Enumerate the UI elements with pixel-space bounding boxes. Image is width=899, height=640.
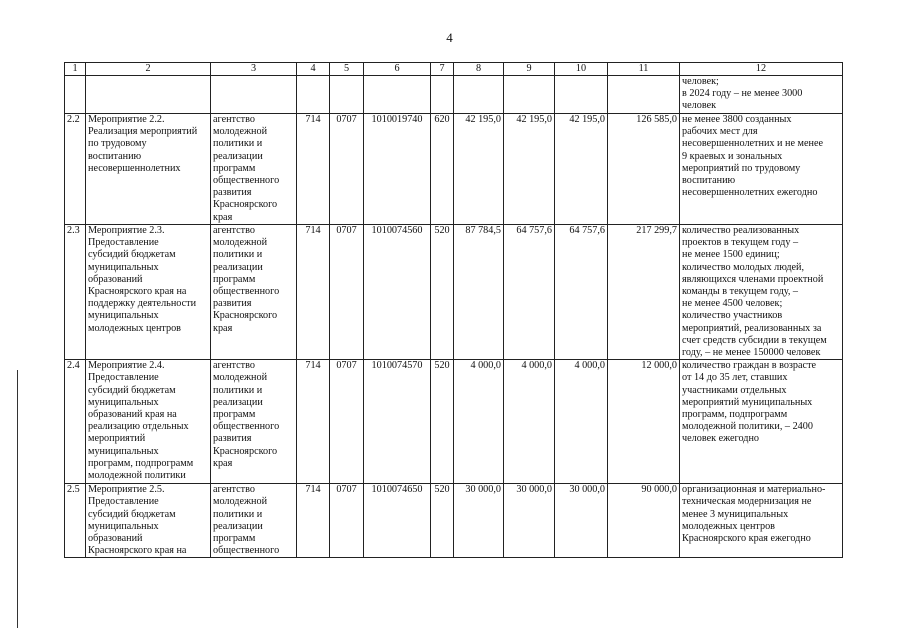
amount-year-2: 64 757,6 [504, 225, 555, 360]
amount-total [608, 76, 680, 114]
row-number: 2.2 [65, 114, 86, 225]
table-row [65, 360, 843, 484]
executor [211, 76, 297, 114]
amount-year-2: 42 195,0 [504, 114, 555, 225]
column-header: 9 [504, 63, 555, 76]
expected-result: организационная и материально- техническая модернизация не менее 3 муниципальных молодежных центров Красноярского края ежегодно [680, 484, 843, 558]
amount-year-3: 30 000,0 [555, 484, 608, 558]
amount-year-3: 42 195,0 [555, 114, 608, 225]
column-header: 7 [431, 63, 454, 76]
column-header: 8 [454, 63, 504, 76]
amount-year-1: 87 784,5 [454, 225, 504, 360]
row-number: 2.4 [65, 360, 86, 484]
row-number: 2.3 [65, 225, 86, 360]
target-code: 1010074560 [364, 225, 431, 360]
amount-year-3: 4 000,0 [555, 360, 608, 484]
event-name: Мероприятие 2.3. Предоставление субсидий бюджетам муниципальных образований Красноярского края на поддержку деятельности муниципальных молодежных центров [86, 225, 211, 360]
amount-total: 12 000,0 [608, 360, 680, 484]
table-row [65, 225, 843, 360]
target-code: 1010019740 [364, 114, 431, 225]
amount-year-3: 64 757,6 [555, 225, 608, 360]
row-number [65, 76, 86, 114]
grbs-code [297, 76, 330, 114]
amount-year-1: 30 000,0 [454, 484, 504, 558]
amount-year-2: 30 000,0 [504, 484, 555, 558]
executor: агентство молодежной политики и реализации программ общественного [211, 484, 297, 558]
table-row [65, 76, 843, 114]
event-name: Мероприятие 2.4. Предоставление субсидий бюджетам муниципальных образований края на реализацию отдельных мероприятий муниципальных программ, подпрограмм молодежной политики [86, 360, 211, 484]
column-header: 12 [680, 63, 843, 76]
column-header: 1 [65, 63, 86, 76]
table-row [65, 114, 843, 225]
column-header: 10 [555, 63, 608, 76]
column-header: 4 [297, 63, 330, 76]
amount-year-2 [504, 76, 555, 114]
expense-type: 520 [431, 360, 454, 484]
amount-total: 126 585,0 [608, 114, 680, 225]
expense-type: 520 [431, 225, 454, 360]
section-code [330, 76, 364, 114]
event-name [86, 76, 211, 114]
expected-result: количество реализованных проектов в текущем году – не менее 1500 единиц; количество молодых людей, являющихся членами проектной команды в текущем году, – не менее 4500 человек; количество участников мероприятий, реализованных за счет средств субсидии в текущем году, – не менее 150000 человек [680, 225, 843, 360]
section-code: 0707 [330, 114, 364, 225]
column-header: 6 [364, 63, 431, 76]
expected-result: не менее 3800 созданных рабочих мест для несовершеннолетних и не менее 9 краевых и зональных мероприятий по трудовому воспитанию несовершеннолетних ежегодно [680, 114, 843, 225]
amount-year-1: 42 195,0 [454, 114, 504, 225]
grbs-code: 714 [297, 114, 330, 225]
table-row [65, 484, 843, 558]
section-code: 0707 [330, 484, 364, 558]
column-header: 11 [608, 63, 680, 76]
column-header: 3 [211, 63, 297, 76]
amount-total: 217 299,7 [608, 225, 680, 360]
expense-type: 620 [431, 114, 454, 225]
expected-result: количество граждан в возрасте от 14 до 35 лет, ставших участниками отдельных мероприятий муниципальных программ, подпрограмм молодежной политики, – 2400 человек ежегодно [680, 360, 843, 484]
grbs-code: 714 [297, 225, 330, 360]
event-name: Мероприятие 2.5. Предоставление субсидий бюджетам муниципальных образований Красноярского края на [86, 484, 211, 558]
amount-year-1 [454, 76, 504, 114]
amount-year-1: 4 000,0 [454, 360, 504, 484]
margin-line [17, 370, 18, 628]
page-number: 4 [446, 30, 453, 45]
expected-result: человек; в 2024 году – не менее 3000 человек [680, 76, 843, 114]
executor: агентство молодежной политики и реализации программ общественного развития Красноярского края [211, 360, 297, 484]
section-code: 0707 [330, 225, 364, 360]
header-row [65, 63, 843, 76]
amount-total: 90 000,0 [608, 484, 680, 558]
amount-year-2: 4 000,0 [504, 360, 555, 484]
column-header: 2 [86, 63, 211, 76]
target-code: 1010074570 [364, 360, 431, 484]
expense-type: 520 [431, 484, 454, 558]
section-code: 0707 [330, 360, 364, 484]
event-name: Мероприятие 2.2. Реализация мероприятий по трудовому воспитанию несовершеннолетних [86, 114, 211, 225]
grbs-code: 714 [297, 484, 330, 558]
amount-year-3 [555, 76, 608, 114]
column-header: 5 [330, 63, 364, 76]
executor: агентство молодежной политики и реализации программ общественного развития Красноярского края [211, 225, 297, 360]
row-number: 2.5 [65, 484, 86, 558]
budget-table [64, 62, 843, 558]
executor: агентство молодежной политики и реализации программ общественного развития Красноярского края [211, 114, 297, 225]
target-code [364, 76, 431, 114]
grbs-code: 714 [297, 360, 330, 484]
expense-type [431, 76, 454, 114]
target-code: 1010074650 [364, 484, 431, 558]
